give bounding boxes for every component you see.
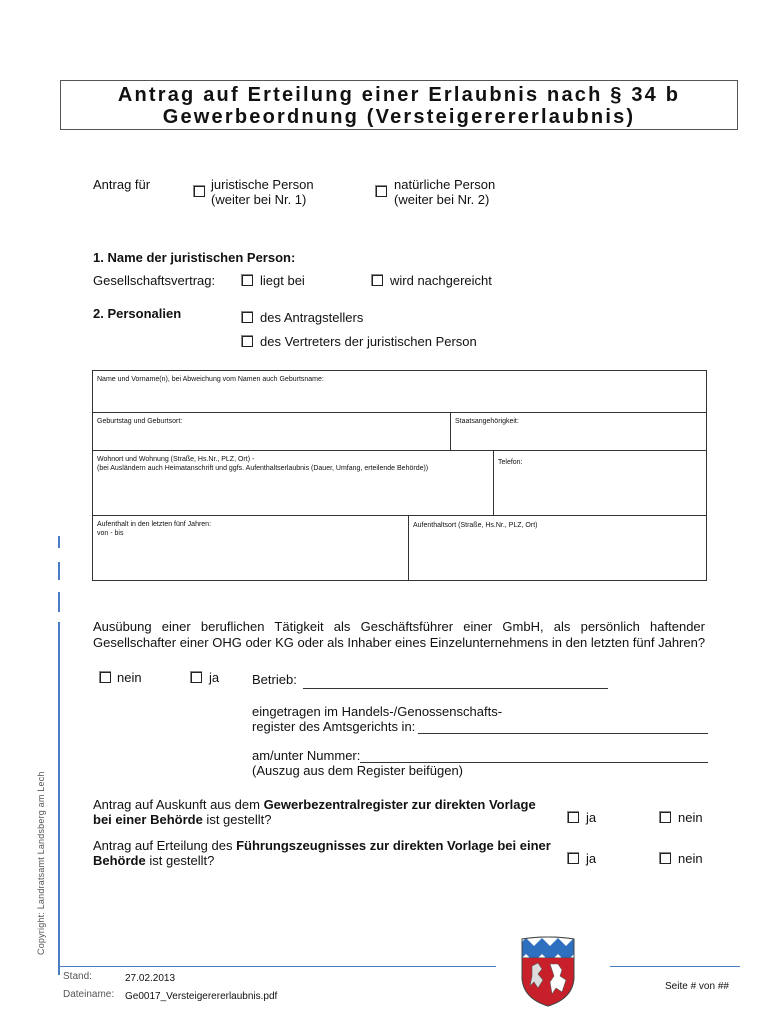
form-title-line1: Antrag auf Erteilung einer Erlaubnis nach § 34 b [117, 84, 681, 106]
copyright-text: Copyright: Landratsamt Landsberg am Lech [36, 771, 46, 955]
nummer-input-line[interactable] [360, 762, 708, 763]
footer-rule-left [58, 966, 496, 967]
betrieb-input-line[interactable] [303, 688, 608, 689]
dateiname-label: Dateiname: [63, 989, 115, 1000]
checkbox-taetigkeit-nein[interactable] [100, 672, 111, 683]
auskunft-bold1: Gewerbezentralregister zur direkten Vorlage [263, 797, 536, 812]
auskunft-question [93, 797, 563, 827]
form-title-line2: Gewerbeordnung (Versteigerererlaubnis) [162, 106, 636, 128]
page-number: Seite # von ## [665, 981, 729, 992]
auskunft-pre: Antrag auf Auskunft aus dem [93, 797, 264, 812]
amtsgericht-input-line[interactable] [418, 733, 708, 734]
auskunft-bold2: bei einer Behörde [93, 812, 203, 827]
stand-value: 27.02.2013 [125, 973, 176, 984]
auskunft-nein-label: nein [678, 810, 703, 825]
natuerliche-person-line1: natürliche Person [394, 177, 496, 192]
coat-of-arms-logo [516, 936, 580, 1008]
aufenthalt-field[interactable] [93, 516, 408, 580]
checkbox-auskunft-nein[interactable] [660, 812, 671, 823]
register-label [252, 704, 502, 734]
checkbox-fuehrung-nein[interactable] [660, 853, 671, 864]
checkbox-vertreter[interactable] [242, 336, 253, 347]
personalien-table [92, 370, 707, 581]
betrieb-label: Betrieb: [252, 672, 297, 687]
checkbox-taetigkeit-ja[interactable] [191, 672, 202, 683]
checkbox-natuerliche-person[interactable] [376, 186, 387, 197]
section1-heading: 1. Name der juristischen Person: [93, 250, 296, 265]
auskunft-ja-label: ja [586, 810, 597, 825]
name-field[interactable] [93, 371, 706, 412]
fuehrung-question-line1 [93, 838, 563, 853]
margin-mark [58, 562, 60, 580]
aufenthaltsort-field[interactable] [409, 516, 706, 580]
staat-field-label: Staatsangehörigkeit: [455, 418, 519, 425]
fuehrung-post: ist gestellt? [145, 853, 215, 868]
wohnort-label-line1: Wohnort und Wohnung (Straße, Hs.Nr., PLZ, Ort) - [97, 456, 255, 463]
fuehrung-question [93, 838, 563, 868]
wohnort-label-line2: (bei Ausländern auch Heimatanschrift und ggfs. Aufenthaltserlaubnis (Dauer, Umfang, erteilende Behörde)) [97, 465, 429, 472]
natuerliche-person-line2: (weiter bei Nr. 2) [394, 192, 490, 207]
nummer-label-line1: am/unter Nummer: [252, 748, 361, 763]
taetigkeit-nein-label: nein [117, 670, 142, 685]
wohnort-field[interactable] [93, 451, 493, 515]
staat-field[interactable] [451, 413, 706, 450]
taetigkeit-question-line1: Ausübung einer beruflichen Tätigkeit als Geschäftsführer einer GmbH, als persönlich haftender [93, 619, 705, 634]
juristische-person-line2: (weiter bei Nr. 1) [211, 192, 307, 207]
checkbox-wird-nachgereicht[interactable] [372, 275, 383, 286]
register-label-line1: eingetragen im Handels-/Genossenschafts- [252, 704, 503, 719]
margin-bar [58, 622, 60, 975]
checkbox-fuehrung-ja[interactable] [568, 853, 579, 864]
geburt-field-label: Geburtstag und Geburtsort: [97, 418, 183, 425]
register-label-line2: register des Amtsgerichts in: [252, 719, 416, 734]
antrag-fuer-label: Antrag für [93, 177, 151, 192]
aufenthalt-label-line1: Aufenthalt in den letzten fünf Jahren: [97, 521, 212, 528]
nummer-label [252, 748, 463, 778]
section2-heading: 2. Personalien [93, 306, 182, 321]
juristische-person-label [211, 177, 314, 207]
checkbox-liegt-bei[interactable] [242, 275, 253, 286]
geburt-field[interactable] [93, 413, 450, 450]
taetigkeit-ja-label: ja [209, 670, 220, 685]
checkbox-juristische-person[interactable] [194, 186, 205, 197]
dateiname-value: Ge0017_Versteigerererlaubnis.pdf [125, 991, 278, 1002]
name-field-label: Name und Vorname(n), bei Abweichung vom Namen auch Geburtsname: [97, 376, 324, 383]
wird-nachgereicht-label: wird nachgereicht [390, 273, 492, 288]
fuehrung-nein-label: nein [678, 851, 703, 866]
gesellschaftsvertrag-label: Gesellschaftsvertrag: [93, 273, 216, 288]
juristische-person-line1: juristische Person [211, 177, 314, 192]
checkbox-auskunft-ja[interactable] [568, 812, 579, 823]
vertreter-label: des Vertreters der juristischen Person [260, 334, 477, 349]
aufenthalt-label-line2: von - bis [97, 530, 124, 537]
fuehrung-question-line2 [93, 853, 563, 868]
aufenthaltsort-field-label: Aufenthaltsort (Straße, Hs.Nr., PLZ, Ort) [413, 522, 538, 529]
checkbox-antragsteller[interactable] [242, 312, 253, 323]
auskunft-post: ist gestellt? [202, 812, 272, 827]
fuehrung-pre: Antrag auf Erteilung des [93, 838, 237, 853]
telefon-field-label: Telefon: [498, 459, 523, 466]
auskunft-question-line1 [93, 797, 563, 812]
auskunft-question-line2 [93, 812, 563, 827]
liegt-bei-label: liegt bei [260, 273, 305, 288]
nummer-label-line2: (Auszug aus dem Register beifügen) [252, 763, 464, 778]
margin-mark [58, 536, 60, 548]
natuerliche-person-label [394, 177, 495, 207]
antragsteller-label: des Antragstellers [260, 310, 364, 325]
telefon-field[interactable] [494, 451, 706, 515]
form-title-box [60, 80, 738, 130]
footer-rule-right [610, 966, 740, 967]
margin-mark [58, 592, 60, 612]
fuehrung-ja-label: ja [586, 851, 597, 866]
fuehrung-bold1: Führungszeugnisses zur direkten Vorlage bei einer [236, 838, 551, 853]
fuehrung-bold2: Behörde [93, 853, 146, 868]
taetigkeit-question-line2: Gesellschafter einer OHG oder KG oder als Inhaber eines Einzelunternehmens in den letzten fünf Jahren? [93, 635, 706, 650]
stand-label: Stand: [63, 971, 92, 982]
